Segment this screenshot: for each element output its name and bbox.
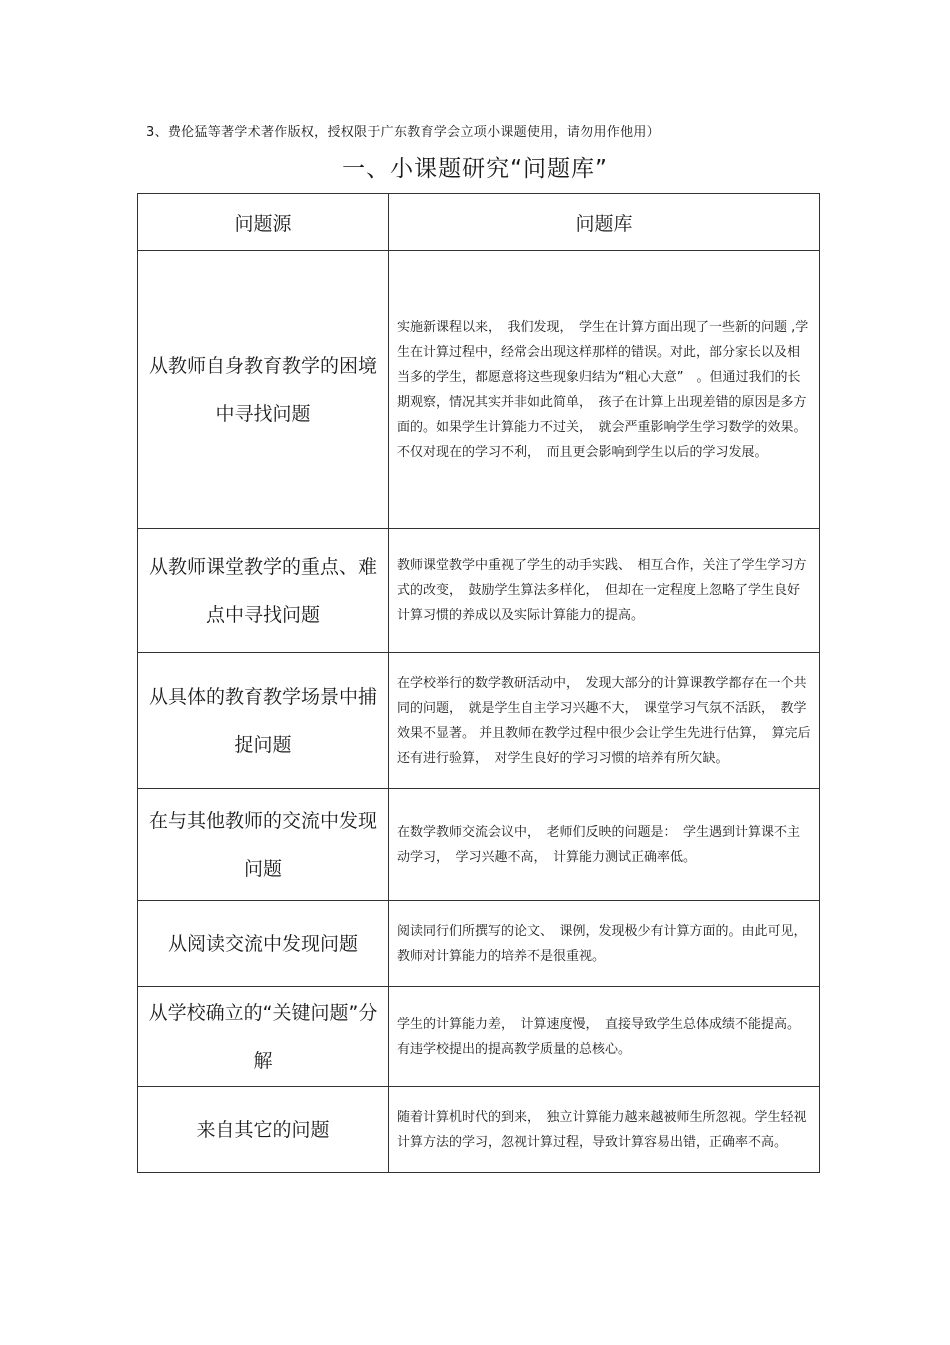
- problem-cell: 在数学教师交流会议中， 老师们反映的问题是： 学生遇到计算课不主动学习， 学习兴趣不高， 计算能力测试正确率低。: [389, 789, 820, 901]
- source-cell: 从教师课堂教学的重点、难点中寻找问题: [138, 529, 389, 653]
- section-heading: 一、小课题研究“问题库”: [342, 156, 608, 182]
- table-row: [138, 901, 820, 987]
- source-cell: 从教师自身教育教学的困境中寻找问题: [138, 251, 389, 529]
- copyright-note: 3、费伦猛等著学术著作版权，授权限于广东教育学会立项小课题使用，请勿用作他用）: [146, 125, 660, 140]
- source-cell: 从具体的教育教学场景中捕捉问题: [138, 653, 389, 789]
- problem-cell: 随着计算机时代的到来， 独立计算能力越来越被师生所忽视。学生轻视计算方法的学习，忽视计算过程，导致计算容易出错，正确率不高。: [389, 1087, 820, 1173]
- table-row: [138, 1087, 820, 1173]
- table-row: [138, 987, 820, 1087]
- problem-bank-table: [137, 193, 820, 1173]
- source-cell: 在与其他教师的交流中发现问题: [138, 789, 389, 901]
- problem-cell: 在学校举行的数学教研活动中， 发现大部分的计算课教学都存在一个共同的问题， 就是学生自主学习兴趣不大， 课堂学习气氛不活跃， 教学效果不显著。 并且教师在教学过程中很少会让学生先进行估算， 算完后还有进行验算， 对学生良好的学习习惯的培养有所欠缺。: [389, 653, 820, 789]
- table-header-row: [138, 194, 820, 251]
- problem-cell: 教师课堂教学中重视了学生的动手实践、 相互合作，关注了学生学习方式的改变， 鼓励学生算法多样化， 但却在一定程度上忽略了学生良好计算习惯的养成以及实际计算能力的提高。: [389, 529, 820, 653]
- column-header-problem: 问题库: [389, 194, 820, 251]
- table-row: [138, 529, 820, 653]
- problem-cell: 学生的计算能力差， 计算速度慢， 直接导致学生总体成绩不能提高。有违学校提出的提高教学质量的总核心。: [389, 987, 820, 1087]
- source-cell: 来自其它的问题: [138, 1087, 389, 1173]
- table-row: [138, 653, 820, 789]
- problem-cell: 实施新课程以来， 我们发现， 学生在计算方面出现了一些新的问题 ,学生在计算过程中，经常会出现这样那样的错误。对此，部分家长以及相当多的学生，都愿意将这些现象归结为“粗心大意” 。但通过我们的长期观察，情况其实并非如此简单， 孩子在计算上出现差错的原因是多方面的。如果学生计算能力不过关， 就会严重影响学生学习数学的效果。 不仅对现在的学习不利， 而且更会影响到学生以后的学习发展。: [389, 251, 820, 529]
- table-row: [138, 251, 820, 529]
- table-row: [138, 789, 820, 901]
- source-cell: 从阅读交流中发现问题: [138, 901, 389, 987]
- problem-cell: 阅读同行们所撰写的论文、 课例，发现极少有计算方面的。由此可见，教师对计算能力的培养不是很重视。: [389, 901, 820, 987]
- column-header-source: 问题源: [138, 194, 389, 251]
- source-cell: 从学校确立的“关键问题”分解: [138, 987, 389, 1087]
